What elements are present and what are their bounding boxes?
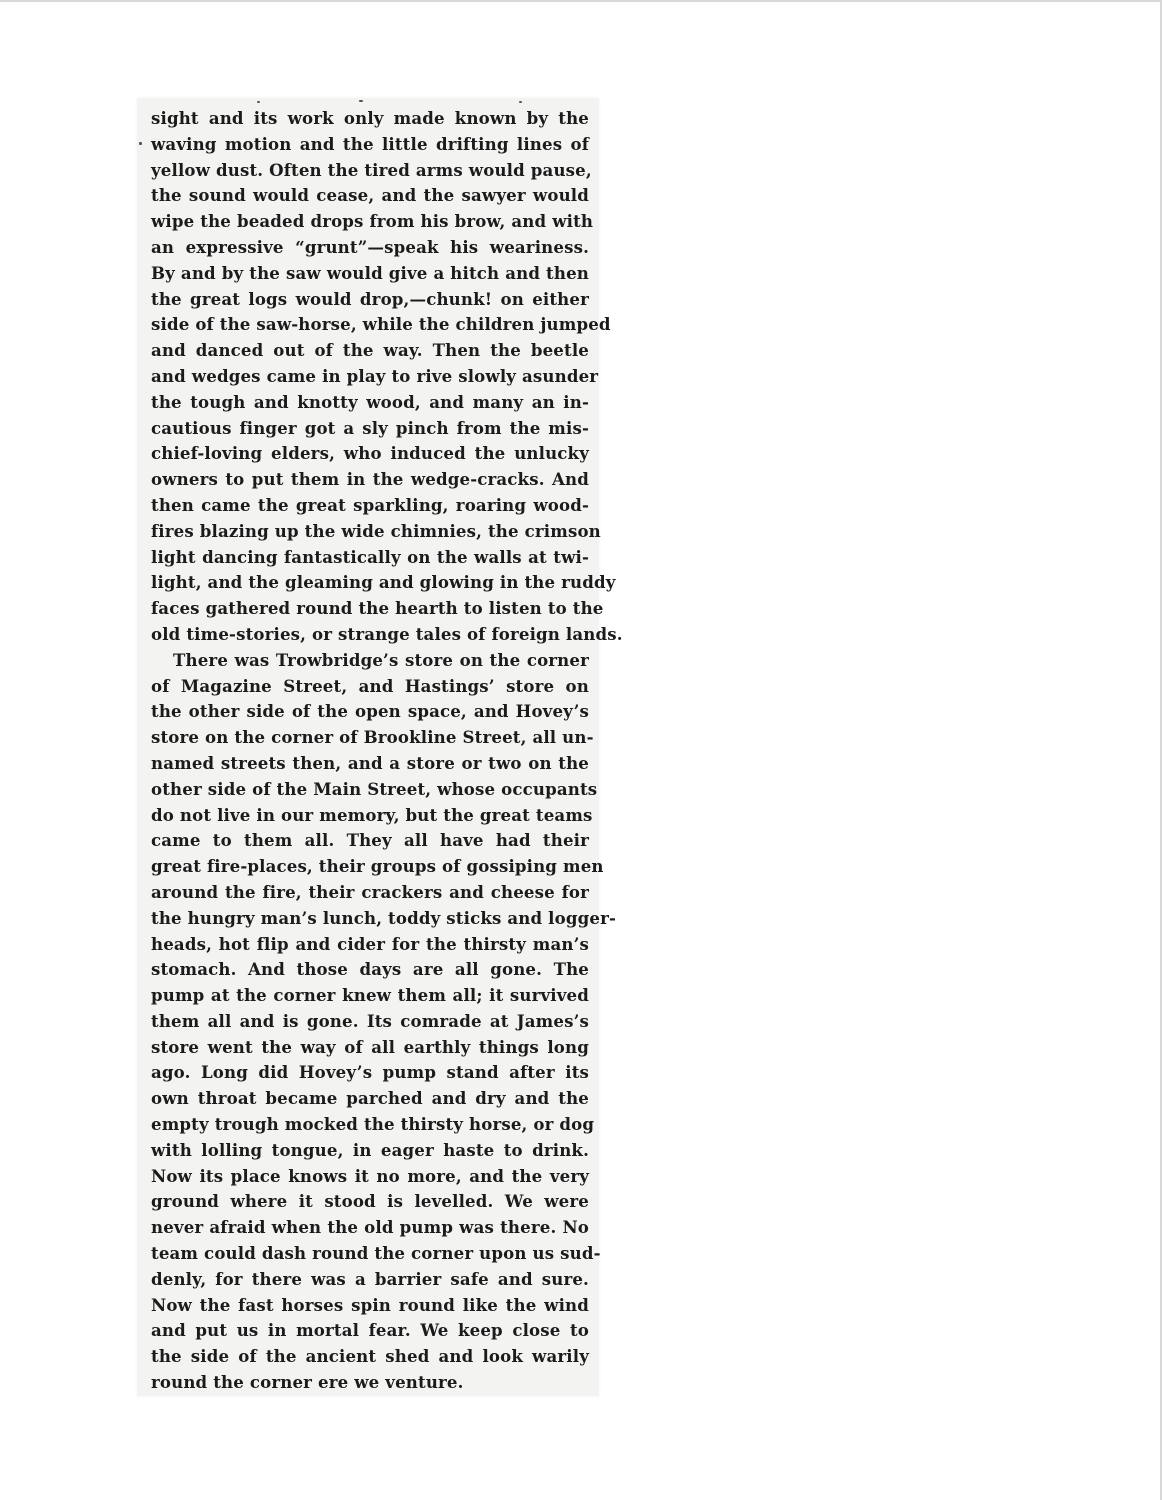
text-line: the sound would cease, and the sawyer would xyxy=(151,185,589,206)
paragraph xyxy=(151,106,623,648)
scan-speck xyxy=(519,101,522,103)
text-line: store on the corner of Brookline Street, all un- xyxy=(151,727,594,748)
text-line: and put us in mortal fear. We keep close to xyxy=(151,1320,589,1341)
text-line: By and by the saw would give a hitch and then xyxy=(151,262,589,283)
text-line: around the fire, their crackers and cheese for xyxy=(151,881,589,902)
text-line: the tough and knotty wood, and many an in- xyxy=(151,391,589,412)
text-line: pump at the corner knew them all; it survived xyxy=(151,985,589,1006)
scan-speck xyxy=(139,142,142,145)
text-line: with lolling tongue, in eager haste to drink. xyxy=(151,1139,589,1160)
text-line: old time-stories, or strange tales of foreign lands. xyxy=(151,623,623,644)
paragraph xyxy=(151,648,616,1396)
text-line: the hungry man’s lunch, toddy sticks and logger- xyxy=(151,907,616,928)
text-line: waving motion and the little drifting lines of xyxy=(151,133,589,154)
text-line: ago. Long did Hovey’s pump stand after its xyxy=(151,1062,589,1083)
text-line: other side of the Main Street, whose occupants xyxy=(151,778,598,799)
text-line: empty trough mocked the thirsty horse, or dog xyxy=(151,1114,595,1135)
text-line: of Magazine Street, and Hastings’ store on xyxy=(151,675,589,696)
text-line: sight and its work only made known by the xyxy=(151,108,589,128)
text-line: heads, hot flip and cider for the thirsty man’s xyxy=(151,933,589,954)
text-line: denly, for there was a barrier safe and sure. xyxy=(151,1268,589,1289)
text-line: chief-loving elders, who induced the unlucky xyxy=(151,443,589,464)
text-line: the great logs would drop,—chunk! on either xyxy=(151,288,589,309)
text-line: an expressive “grunt”—speak his weariness. xyxy=(151,236,589,257)
text-line: Now the fast horses spin round like the wind xyxy=(151,1294,589,1315)
text-line: came to them all. They all have had their xyxy=(151,830,589,851)
text-line: faces gathered round the hearth to listen to the xyxy=(151,598,604,619)
text-line: side of the saw-horse, while the children jumped xyxy=(151,314,611,335)
text-line: and danced out of the way. Then the beetle xyxy=(151,340,589,361)
text-line: named streets then, and a store or two on the xyxy=(151,752,589,773)
text-line: cautious finger got a sly pinch from the mis- xyxy=(151,417,589,438)
text-line: fires blazing up the wide chimnies, the crimson xyxy=(151,520,601,541)
text-line: own throat became parched and dry and the xyxy=(151,1088,589,1109)
text-line: the other side of the open space, and Hovey’s xyxy=(151,701,589,722)
text-line: There was Trowbridge’s store on the corner xyxy=(173,649,589,670)
text-line: team could dash round the corner upon us sud- xyxy=(151,1243,601,1264)
text-line: great fire-places, their groups of gossiping men xyxy=(151,856,604,877)
text-line: Now its place knows it no more, and the very xyxy=(151,1165,589,1186)
text-line: wipe the beaded drops from his brow, and with xyxy=(151,211,594,232)
text-line: them all and is gone. Its comrade at James’s xyxy=(151,1010,589,1031)
text-line: ground where it stood is levelled. We were xyxy=(151,1191,589,1212)
text-line: light dancing fantastically on the walls at twi- xyxy=(151,546,589,567)
scan-speck xyxy=(359,100,363,102)
scan-speck xyxy=(257,101,260,103)
text-line: never afraid when the old pump was there. No xyxy=(151,1217,589,1238)
text-line: yellow dust. Often the tired arms would pause, xyxy=(151,159,592,180)
text-line: and wedges came in play to rive slowly asunder xyxy=(151,365,599,386)
text-line: stomach. And those days are all gone. The xyxy=(151,959,589,980)
text-line: do not live in our memory, but the great teams xyxy=(151,804,593,825)
newspaper-clipping xyxy=(137,98,623,1396)
text-line: round the corner ere we venture. xyxy=(151,1372,464,1393)
text-line: light, and the gleaming and glowing in the ruddy xyxy=(151,572,616,593)
text-line: then came the great sparkling, roaring wood- xyxy=(151,494,589,515)
article-column xyxy=(151,106,623,1396)
text-line: the side of the ancient shed and look warily xyxy=(151,1346,589,1367)
text-line: store went the way of all earthly things long xyxy=(151,1036,589,1057)
text-line: owners to put them in the wedge-cracks. And xyxy=(151,469,589,490)
